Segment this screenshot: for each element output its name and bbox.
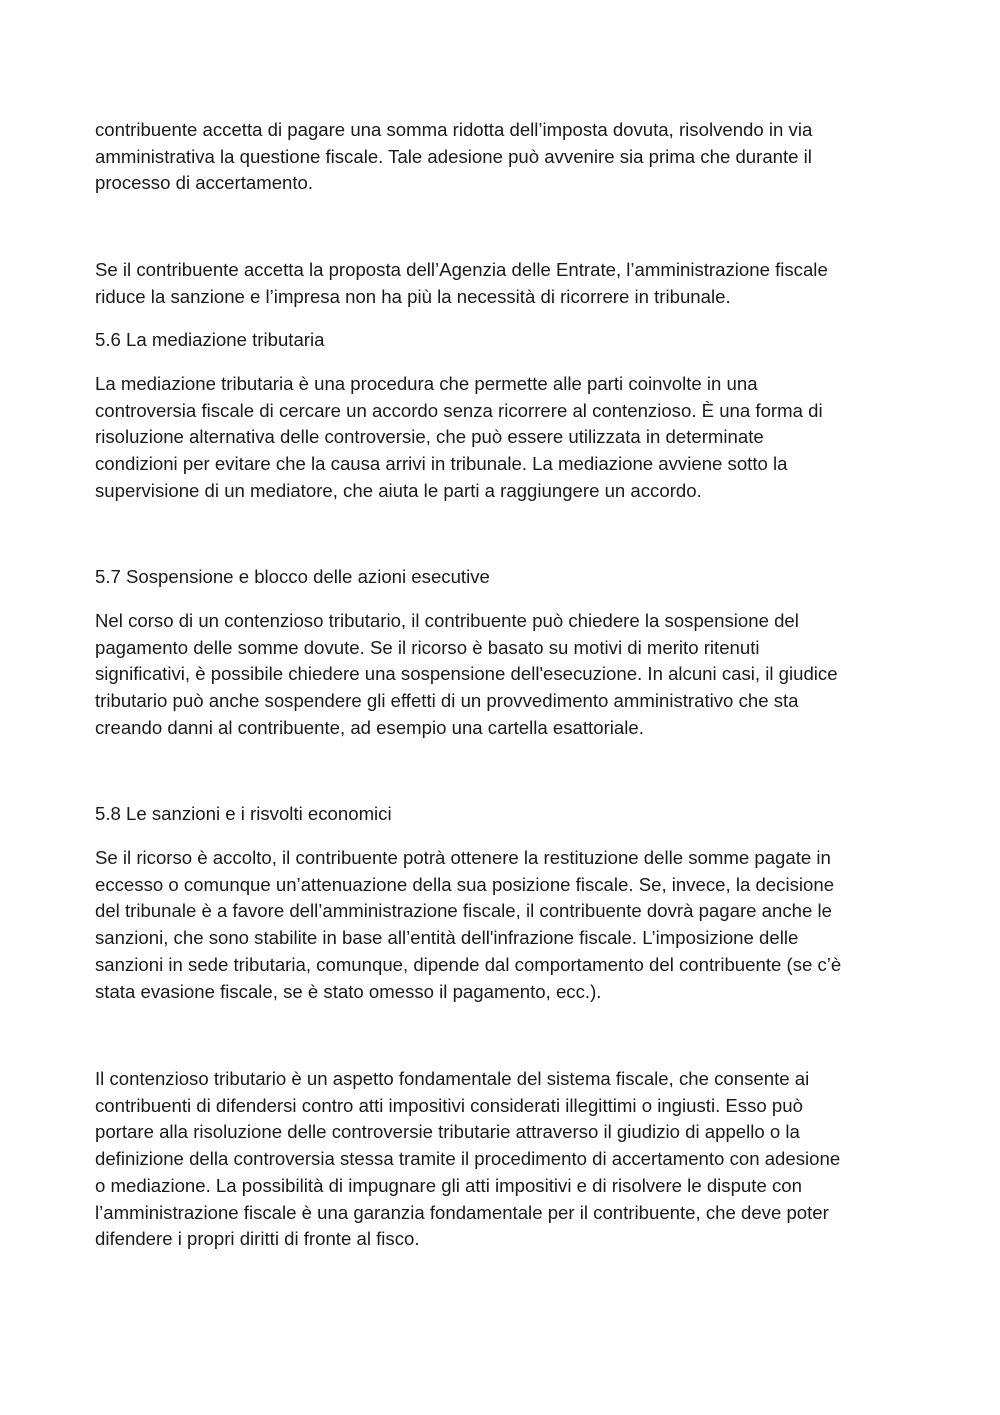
paragraph-mediazione: La mediazione tributaria è una procedura che permette alle parti coinvolte in una controversia fiscale di cercare un accordo senza ricorrere al contenzioso. È una forma di risoluzione alternativa delle controversie, che può essere utilizzata in determinate condizioni per evitare che la causa arrivi in tribunale. La mediazione avviene sotto la supervisione di un mediatore, che aiuta le parti a raggiungere un accordo.: [95, 373, 823, 501]
paragraph-accertamento-adesione: contribuente accetta di pagare una somma ridotta dell’imposta dovuta, risolvendo in via amministrativa la questione fiscale. Tale adesione può avvenire sia prima che durante il processo di accertamento.: [95, 119, 813, 194]
paragraph-sospensione: Nel corso di un contenzioso tributario, il contribuente può chiedere la sospensione del pagamento delle somme dovute. Se il ricorso è basato su motivi di merito ritenuti significativi, è possibile chiedere una sospensione dell'esecuzione. In alcuni casi, il giudice tributario può anche sospendere gli effetti di un provvedimento amministrativo che sta creando danni al contribuente, ad esempio una cartella esattoriale.: [95, 610, 838, 738]
section-heading-mediazione: 5.6 La mediazione tributaria: [95, 329, 325, 350]
section-heading-sanzioni: 5.8 Le sanzioni e i risvolti economici: [95, 803, 392, 824]
paragraph-proposta-agenzia: Se il contribuente accetta la proposta dell’Agenzia delle Entrate, l’amministrazione fiscale riduce la sanzione e l’impresa non ha più la necessità di ricorrere in tribunale.: [95, 259, 828, 307]
section-heading-sospensione: 5.7 Sospensione e blocco delle azioni esecutive: [95, 566, 490, 587]
paragraph-sanzioni: Se il ricorso è accolto, il contribuente potrà ottenere la restituzione delle somme pagate in eccesso o comunque un’attenuazione della sua posizione fiscale. Se, invece, la decisione del tribunale è a favore dell’amministrazione fiscale, il contribuente dovrà pagare anche le sanzioni, che sono stabilite in base all’entità dell'infrazione fiscale. L’imposizione delle sanzioni in sede tributaria, comunque, dipende dal comportamento del contribuente (se c’è stata evasione fiscale, se è stato omesso il pagamento, ecc.).: [95, 847, 842, 1002]
paragraph-conclusione: Il contenzioso tributario è un aspetto fondamentale del sistema fiscale, che consente ai contribuenti di difendersi contro atti impositivi considerati illegittimi o ingiusti. Esso può portare alla risoluzione delle controversie tributarie attraverso il giudizio di appello o la definizione della controversia stessa tramite il procedimento di accertamento con adesione o mediazione. La possibilità di impugnare gli atti impositivi e di risolvere le dispute con l’amministrazione fiscale è una garanzia fondamentale per il contribuente, che deve poter difendere i propri diritti di fronte al fisco.: [95, 1068, 841, 1250]
